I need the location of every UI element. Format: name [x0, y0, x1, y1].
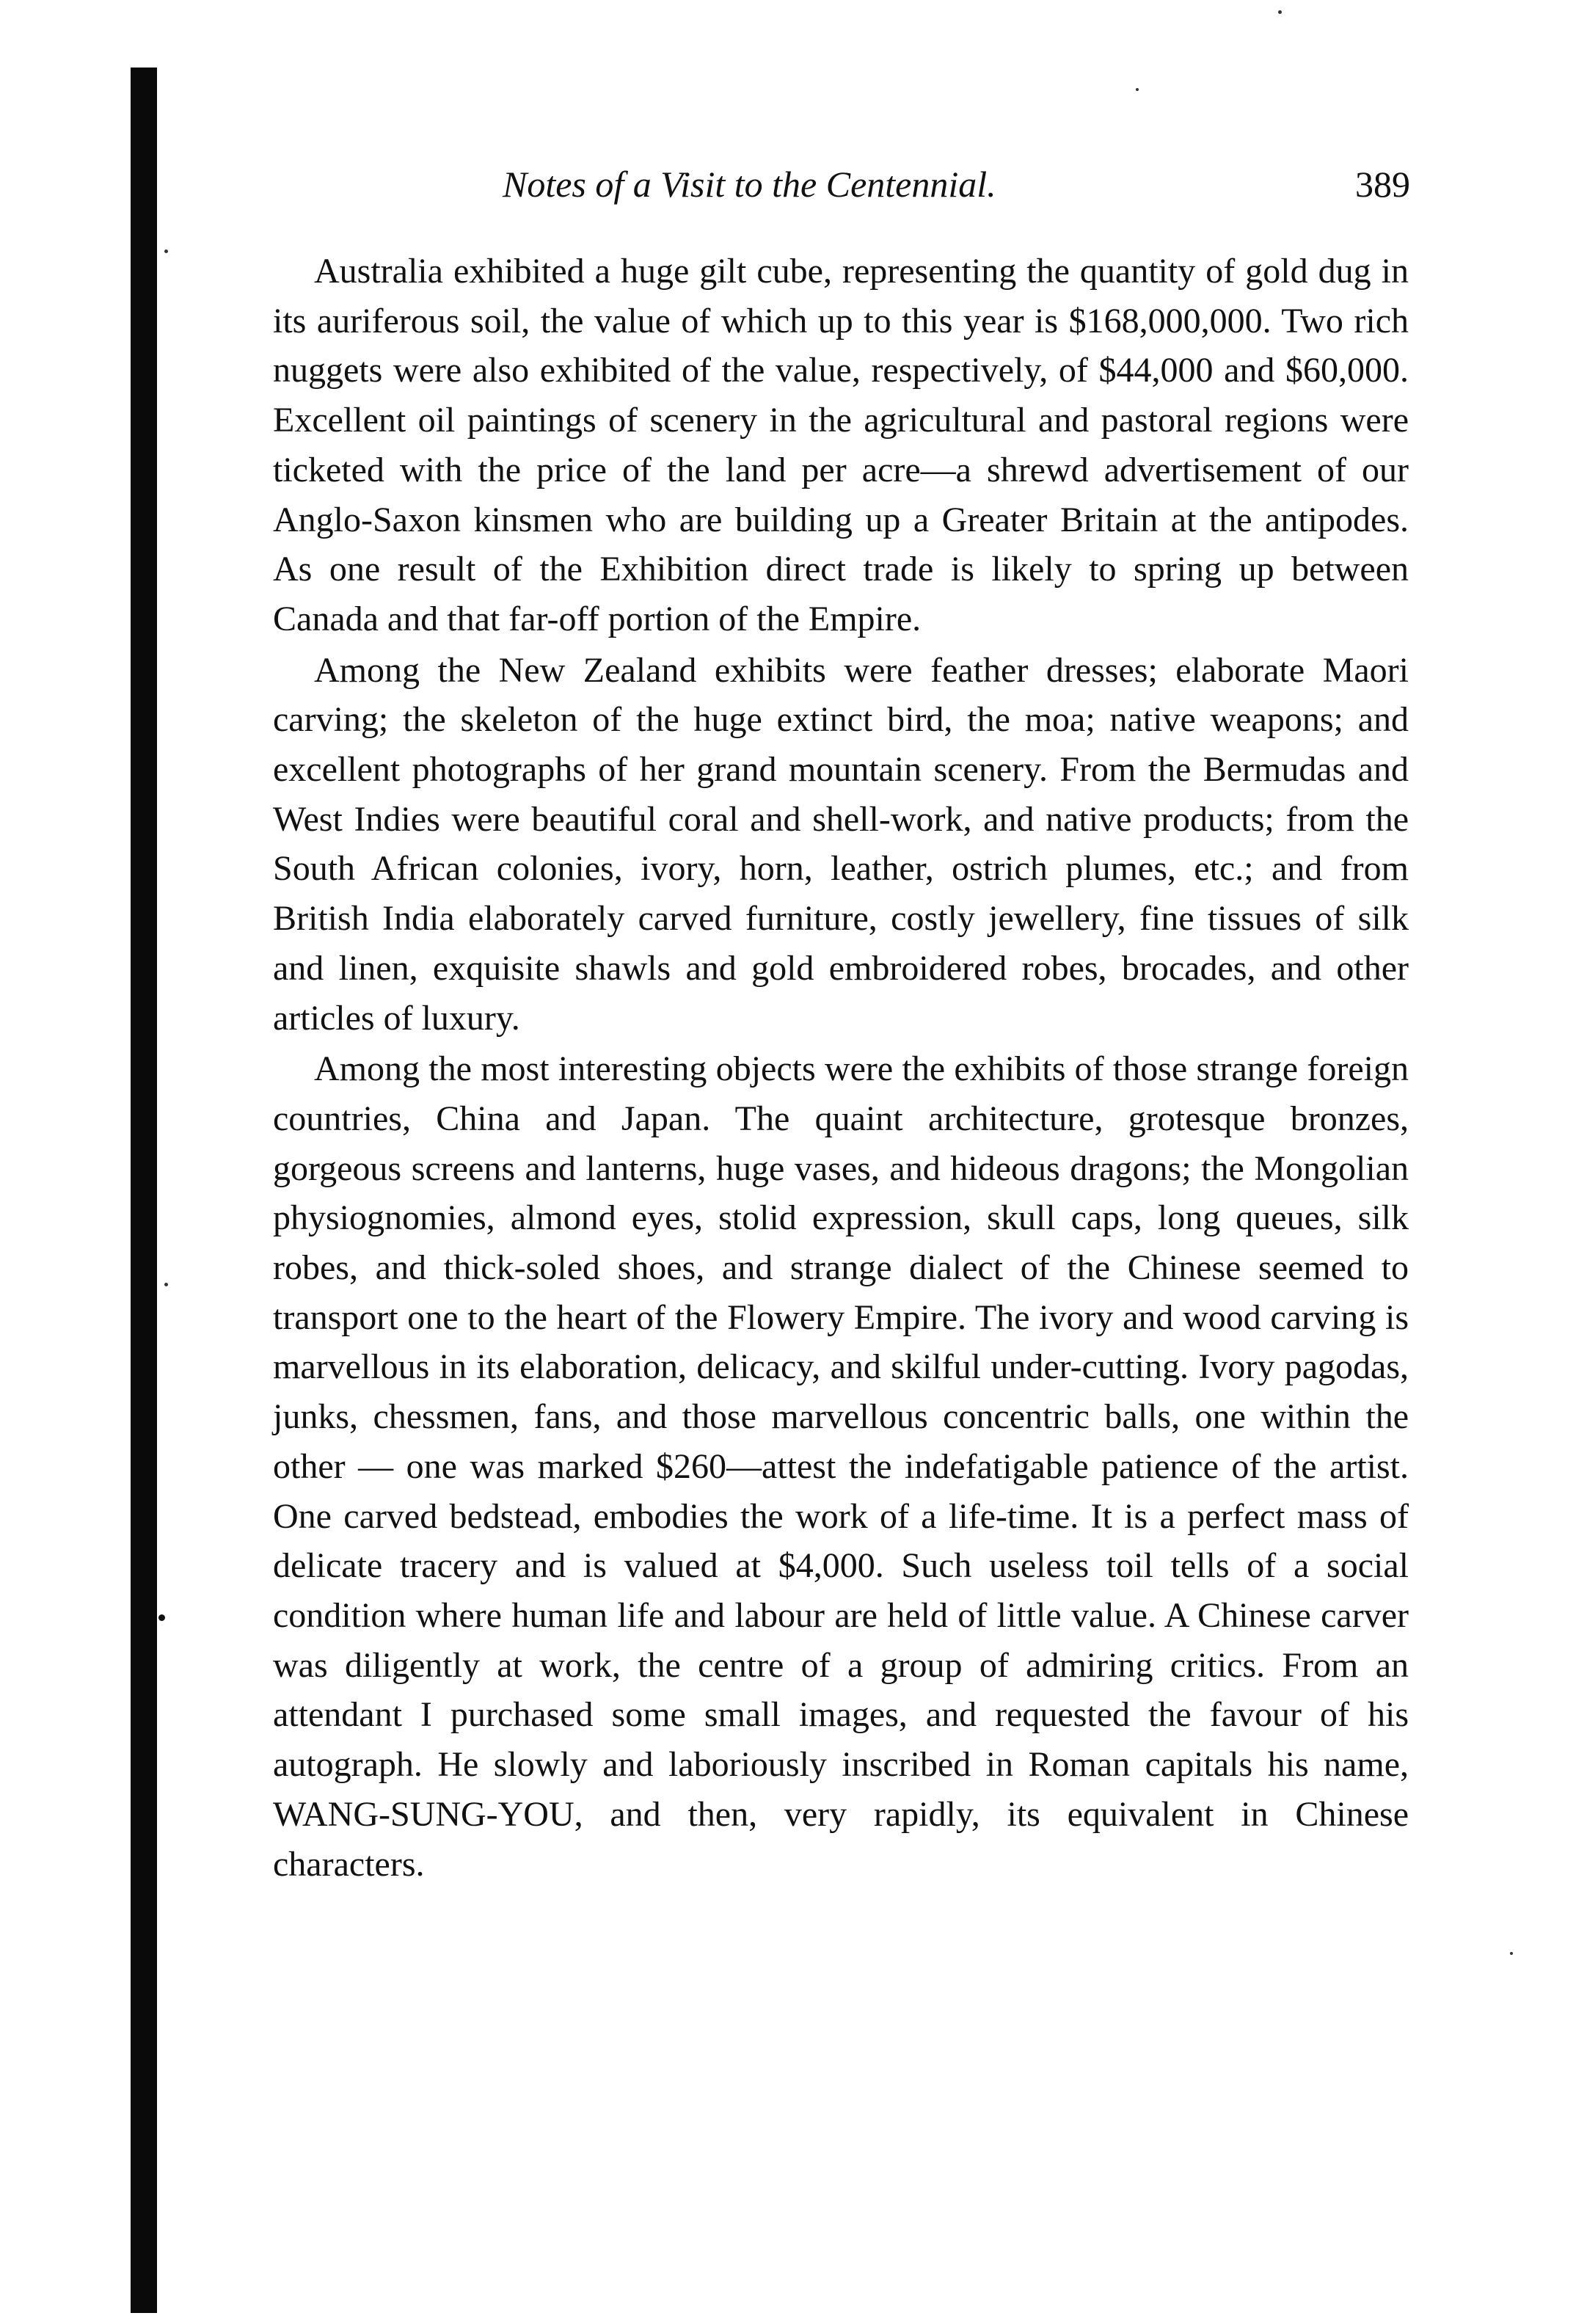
paragraph-australia: Australia exhibited a huge gilt cube, representing the quantity of gold dug in its auriferous soil, the value of which up to this year is $168,000,000. Two rich nuggets were also exhibited of the value, respectively, of $44,000 and $60,000. Excellent oil paintings of scenery in the agricultural and pastoral regions were ticketed with the price of the land per acre—a shrewd advertisement of our Anglo-Saxon kinsmen who are building up a Greater Britain at the antipodes. As one result of the Exhibition direct trade is likely to spring up between Canada and that far-off portion of the Empire. [273, 252, 1409, 638]
running-title: Notes of a Visit to the Centennial. [503, 164, 996, 205]
page-header [273, 163, 1410, 214]
scan-speck [158, 1614, 165, 1621]
scan-speck [164, 249, 168, 253]
body-text [273, 247, 1409, 1889]
scan-speck [1278, 10, 1282, 14]
paragraph-new-zealand: Among the New Zealand exhibits were feather dresses; elaborate Maori carving; the skeleton of the huge extinct bird, the moa; native weapons; and excellent photographs of her grand mountain scenery. From the Bermudas and West Indies were beautiful coral and shell-work, and native products; from the South African colonies, ivory, horn, leather, ostrich plumes, etc.; and from British India elaborately carved furniture, costly jewellery, fine tissues of silk and linen, exquisite shawls and gold embroidered robes, brocades, and other articles of luxury. [273, 650, 1409, 1038]
scan-speck [1510, 1952, 1513, 1955]
paragraph-china-japan: Among the most interesting objects were the exhibits of those strange foreign countries, China and Japan. The quaint architecture, grotesque bronzes, gorgeous screens and lanterns, huge vases, and hideous dragons; the Mongolian physiognomies, almond eyes, stolid expression, skull caps, long queues, silk robes, and thick-soled shoes, and strange dialect of the Chinese seemed to transport one to the heart of the Flowery Empire. The ivory and wood carving is marvellous in its elaboration, delicacy, and skilful under-cutting. Ivory pagodas, junks, chessmen, fans, and those marvellous concentric balls, one within the other — one was marked $260—attest the indefatigable patience of the artist. One carved bedstead, embodies the work of a life-time. It is a perfect mass of delicate tracery and is valued at $4,000. Such useless toil tells of a social condition where human life and labour are held of little value. A Chinese carver was diligently at work, the centre of a group of admiring critics. From an attendant I purchased some small images, and requested the favour of his autograph. He slowly and laboriously inscribed in Roman capitals his name, WANG-SUNG-YOU, and then, very rapidly, its equivalent in Chinese characters. [273, 1049, 1409, 1884]
page-number: 389 [1355, 164, 1410, 205]
scan-speck [1136, 88, 1139, 91]
page-binding-shadow [131, 68, 157, 2313]
scan-speck [164, 1283, 168, 1286]
